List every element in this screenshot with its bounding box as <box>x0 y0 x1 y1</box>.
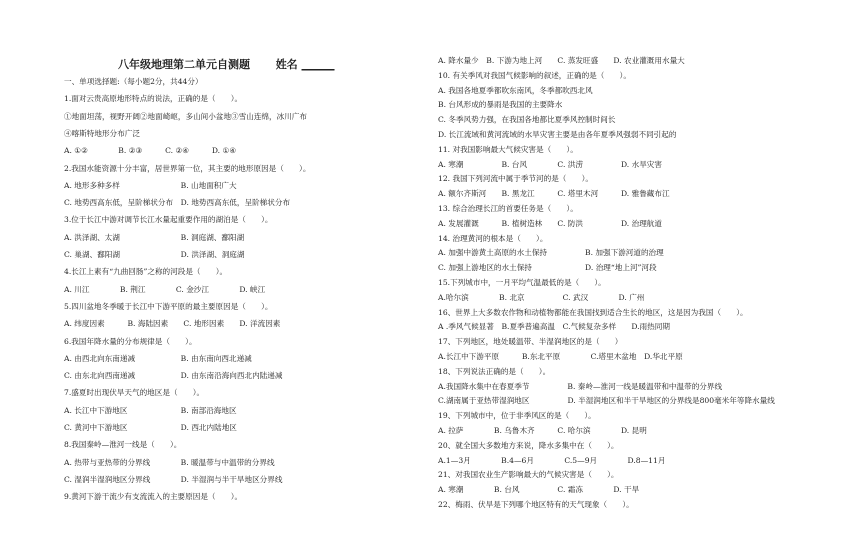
left-question-line: ①地面坦荡，视野开阔②地面崎岖，多山间小盆地③雪山连绵，冰川广布 <box>64 111 307 121</box>
right-question-line: A. 拉萨 B. 乌鲁木齐 C. 哈尔滨 D. 昆明 <box>438 426 647 435</box>
right-question-line: A. 额尔齐斯河 B. 黑龙江 C. 塔里木河 D. 雅鲁藏布江 <box>438 189 670 199</box>
left-question-line: 3.位于长江中游对调节长江水量起重要作用的湖泊是（ ）。 <box>64 215 273 225</box>
left-question-line: 5.四川盆地冬季暖于长江中下游平原的最主要原因是（ ）。 <box>64 301 273 311</box>
left-question-line: C. 湿润半湿润地区分界线 D. 半湿润与半干旱地区分界线 <box>64 474 283 484</box>
right-question-line: A. 发展灌溉 B. 植树造林 C. 防洪 D. 治理航道 <box>438 218 662 228</box>
right-question-line: B. 台风形成的暴雨是我国的主要降水 <box>438 100 563 110</box>
right-question-line: 21、对我国农业生产影响最大的气候灾害是（ ）。 <box>438 470 619 480</box>
left-question-line: 7.盛夏时出现伏旱天气的地区是（ ）。 <box>64 388 205 398</box>
right-question-line: A. 寒潮 B. 台风 C. 霜冻 D. 干旱 <box>438 485 640 495</box>
left-question-line: 9.黄河下游干流少有支流流入的主要原因是（ ）。 <box>64 492 243 502</box>
right-question-line: 16、世界上大多数农作物和动植物都能在我国找到适合生长的地区，这是因为我国（ ）。 <box>438 307 748 317</box>
right-question-line: 15.下列城市中，一月平均气温最低的是（ ）。 <box>438 278 606 287</box>
right-question-line: 12. 我国下列河流中属于季节河的是（ ）。 <box>438 174 593 184</box>
left-question-line: A. 由西北向东南递减 B. 由东南向西北递减 <box>64 353 252 363</box>
right-question-line: 11. 对我国影响最大气候灾害是（ ）。 <box>438 144 578 154</box>
right-question-line: A.哈尔滨 B. 北京 C. 武汉 D. 广州 <box>438 292 645 302</box>
right-question-line: 10. 有关季风对我国气候影响的叙述，正确的是（ ）。 <box>438 70 631 80</box>
right-question-line: D. 长江流域和黄河流域的水旱灾害主要是由各年夏季风强弱不同引起的 <box>438 130 677 139</box>
right-question-line: C. 加强上游地区的水土保持 D. 治理“地上河”河段 <box>438 263 657 273</box>
left-question-line: A. 纬度因素 B. 海陆因素 C. 地形因素 D. 洋流因素 <box>64 319 281 329</box>
left-question-line: C. 巢湖、鄱阳湖 D. 洪泽湖、洞庭湖 <box>64 250 245 259</box>
right-question-line: A. 我国各地夏季都吹东南风，冬季都吹西北风 <box>438 85 593 95</box>
right-question-line: 20、就全国大多数地方来说，降水多集中在（ ）。 <box>438 440 619 450</box>
right-question-line: 22、梅雨、伏旱是下列哪个地区特有的天气现象（ ）。 <box>438 500 634 509</box>
left-question-line: ④喀斯特地形分布广泛 <box>64 128 140 138</box>
name-label: 姓名 <box>275 58 298 71</box>
name-blank[interactable]: ______ <box>301 58 335 71</box>
left-question-line: C. 地势西高东低，呈阶梯状分布 D. 地势西高东低，呈阶梯状分布 <box>64 198 291 208</box>
left-question-line: 6.我国年降水量的分布规律是（ ）。 <box>64 336 197 346</box>
right-question-line: C.湖南属于亚热带湿润地区 D. 半湿润地区和半干旱地区的分界线是800毫米年等降水量线 <box>438 396 775 406</box>
left-question-line: 1.面对云贵高原地形特点的说法，正确的是（ ）。 <box>64 94 243 104</box>
right-question-line: C. 冬季风势力强，在我国各地都比夏季风控制时间长 <box>438 115 616 125</box>
right-question-line: 13. 综合治理长江的首要任务是（ ）。 <box>438 204 578 213</box>
right-question-line: 14. 治理黄河的根本是（ ）。 <box>438 233 548 243</box>
left-question-line: 4.长江上素有“九曲回肠”之称的河段是（ ）。 <box>64 267 228 277</box>
left-question-line: A. 川江 B. 荆江 C. 金沙江 D. 峡江 <box>64 284 266 294</box>
left-question-line: 一、单项选择题:（每小题2分，共44分） <box>64 77 203 86</box>
left-question-line: 8.我国秦岭—淮河一线是（ ）。 <box>64 440 182 450</box>
left-question-line: A. 洪泽湖、太湖 B. 洞庭湖、鄱阳湖 <box>64 232 245 242</box>
left-question-line: A. ①② B. ②③ C. ②④ D. ①④ <box>64 146 237 156</box>
left-question-line: C. 黄河中下游地区 D. 西北内陆地区 <box>64 423 237 432</box>
right-question-line: A. 降水量少 B. 下游为地上河 C. 蒸发旺盛 D. 农业灌溉用水量大 <box>438 56 685 65</box>
right-question-line: A .季风气候显著 B.夏季普遍高温 C.气候复杂多样 D.雨热同期 <box>438 322 670 332</box>
right-question-line: A.长江中下游平原 B.东北平原 C.塔里木盆地 D.华北平原 <box>438 352 683 361</box>
exam-title: 八年级地理第二单元自测题 <box>118 58 250 71</box>
right-question-line: A. 加强中游黄土高原的水土保持 B. 加强下游河道的治理 <box>438 248 664 258</box>
left-question-line: 2.我国水能资源十分丰富，居世界第一位，其主要的地形原因是（ ）。 <box>64 163 311 173</box>
right-question-line: 17、下列地区，地处暖温带、半湿润地区的是（ ） <box>438 337 623 347</box>
right-question-line: A.我国降水集中在春夏季节 B. 秦岭—淮河一线是暖温带和中温带的分界线 <box>438 381 723 391</box>
right-question-line: A.1—3月 B.4—6月 C.5—9月 D.8—11月 <box>438 455 666 465</box>
right-question-line: 19、下列城市中，位于非季风区的是（ ）。 <box>438 411 596 421</box>
left-question-line: A. 热带与亚热带的分界线 B. 暖温带与中温带的分界线 <box>64 457 275 467</box>
right-question-line: 18、下列说法正确的是（ ）。 <box>438 366 551 376</box>
right-question-line: A. 寒潮 B. 台风 C. 洪涝 D. 水旱灾害 <box>438 159 662 169</box>
exam-title-row <box>118 58 335 72</box>
left-question-line: C. 由东北向西南递减 D. 由东南沿海向西北内陆递减 <box>64 371 283 381</box>
left-question-line: A. 地形多种多样 B. 山地面积广大 <box>64 180 237 190</box>
left-question-line: A. 长江中下游地区 B. 南部沿海地区 <box>64 405 237 415</box>
